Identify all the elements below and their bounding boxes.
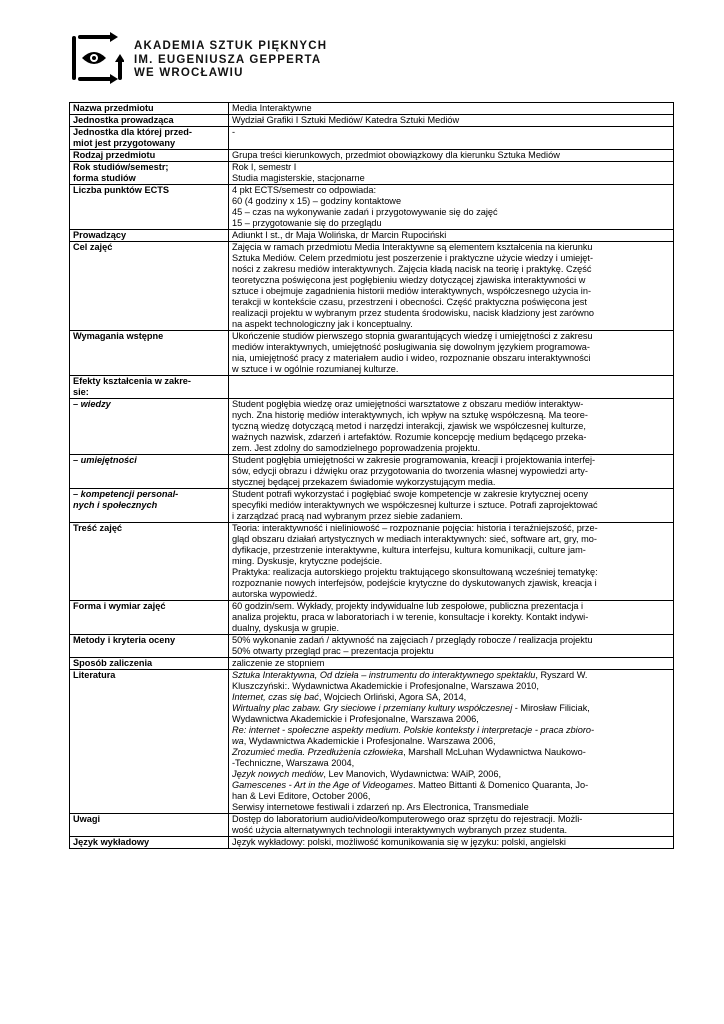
value-line: w sztuce i w ogólnie rozumianej kulturze.: [232, 364, 399, 374]
value-line: 15 – przygotowanie się do przeglądu: [232, 218, 382, 228]
value-line: -: [232, 127, 236, 137]
table-row: [70, 658, 674, 670]
literature-text: . Matteo Bittanti & Domenico Quaranta, Jo-: [412, 780, 589, 790]
value-line: Media Interaktywne: [232, 103, 312, 113]
row-value: [229, 814, 674, 837]
row-value: [229, 489, 674, 523]
table-row: [70, 489, 674, 523]
table-row: [70, 455, 674, 489]
row-value: [229, 658, 674, 670]
literature-text: , Ryszard W.: [535, 670, 588, 680]
row-label: [70, 489, 229, 523]
row-value: [229, 242, 674, 331]
value-line: tyczną wiedzę dotyczącą metod i narzędzi interakcji, zjawisk we współczesnej kulturze,: [232, 421, 586, 431]
value-line: Studia magisterskie, stacjonarne: [232, 173, 365, 183]
row-value: [229, 150, 674, 162]
row-label: [70, 242, 229, 331]
row-label: [70, 150, 229, 162]
row-label: [70, 162, 229, 185]
row-value: [229, 635, 674, 658]
value-line: ności z zakresu mediów interaktywnych. Zajęcia kładą nacisk na teorię i praktykę. Część: [232, 264, 592, 274]
row-label: [70, 658, 229, 670]
row-label: [70, 635, 229, 658]
table-row: [70, 242, 674, 331]
row-value: [229, 162, 674, 185]
table-row: [70, 115, 674, 127]
value-line: nych. Zna historię mediów interaktywnych, ich wpływ na sztukę współczesną. Ma teore-: [232, 410, 588, 420]
row-value: [229, 103, 674, 115]
row-value: [229, 331, 674, 376]
table-row: [70, 230, 674, 242]
literature-title: Gamescenes - Art in the Age of Videogames: [232, 780, 413, 790]
value-line: Student potrafi wykorzystać i pogłębiać swoje kompetencje w zakresie krytycznej oceny: [232, 489, 588, 499]
row-label-text: Cel zajęć: [73, 242, 113, 252]
row-value: [229, 230, 674, 242]
institution-name: [134, 40, 327, 81]
value-line: 60 godzin/sem. Wykłady, projekty indywidualne lub zespołowe, publiczna prezentacja i: [232, 601, 584, 611]
value-line: [232, 376, 670, 387]
value-line: analiza projektu, praca w laboratoriach i w terenie, konsultacje i korekty. Kontakt indywi-: [232, 612, 589, 622]
value-line: Zajęcia w ramach przedmiotu Media Interaktywne są elementem kształcenia na kierunku: [232, 242, 593, 252]
value-line: Student pogłębia wiedzę oraz umiejętności warsztatowe z obszaru mediów interaktyw-: [232, 399, 584, 409]
literature-text: , Lev Manovich, Wydawnictwa: WAiP, 2006,: [323, 769, 502, 779]
table-row: [70, 185, 674, 230]
value-line: sów, edycji obrazu i dźwięku oraz przygotowania do tworzenia własnej wypowiedzi arty-: [232, 466, 588, 476]
literature-line: [232, 725, 670, 736]
syllabus-table-body: [70, 103, 674, 849]
row-label-text: Efekty kształcenia w zakre- sie:: [73, 376, 191, 397]
row-label-text: Rodzaj przedmiotu: [73, 150, 156, 160]
row-label: [70, 670, 229, 814]
literature-text: , Marshall McLuhan Wydawnictwa Naukowo-: [403, 747, 586, 757]
value-line: Wydział Grafiki I Sztuki Mediów/ Katedra Sztuki Mediów: [232, 115, 460, 125]
literature-line: [232, 747, 670, 758]
row-label-text: Jednostka prowadząca: [73, 115, 174, 125]
value-line: rozpoznanie nowych interfejsów, podejście krytyczne do dyskutowanych zjawisk, kreacja i: [232, 578, 597, 588]
value-line: ming. Dyskusje, krytyczne podejście.: [232, 556, 383, 566]
value-line: Adiunkt I st., dr Maja Wolińska, dr Marcin Rupociński: [232, 230, 447, 240]
literature-line: [232, 714, 670, 725]
literature-text: Serwisy internetowe festiwali i zdarzeń np. Ars Electronica, Transmediale: [232, 802, 529, 812]
literature-line: [232, 780, 670, 791]
value-line: realizacji projektu w wybranym przez studenta środowisku, nacisk kładziony jest zarówno: [232, 308, 595, 318]
literature-line: [232, 703, 670, 714]
literature-text: Kluszczyński:. Wydawnictwa Akademickie i Profesjonalne, Warszawa 2010,: [232, 681, 539, 691]
value-line: Sztuka Mediów. Celem przedmiotu jest poszerzenie i praktyczne użycie wiedzy i umiejęt-: [232, 253, 594, 263]
row-label: [70, 103, 229, 115]
literature-title: Re: internet - społeczne aspekty medium. Polskie konteksty i interpretacje - praca zbioro-: [232, 725, 595, 735]
literature-title: wa: [232, 736, 244, 746]
row-value: [229, 115, 674, 127]
value-line: Ukończenie studiów pierwszego stopnia gwarantujących wiedzę i umiejętności z zakresu: [232, 331, 593, 341]
value-line: 50% otwarty przegląd prac – prezentacja projektu: [232, 646, 434, 656]
value-line: specyfiki mediów interaktywnych we współczesnej kulturze i sztuce. Potrafi zaprojektować: [232, 500, 598, 510]
table-row: [70, 376, 674, 399]
row-label: [70, 814, 229, 837]
row-label: [70, 455, 229, 489]
value-line: stycznej będącej przekazem świadomie wykorzystującym media.: [232, 477, 496, 487]
row-label: [70, 185, 229, 230]
value-line: autorska wypowiedź.: [232, 589, 318, 599]
row-label-text: Jednostka dla której przed- miot jest przygotowany: [73, 127, 192, 148]
syllabus-table: [69, 102, 674, 849]
value-line: ważnych nazwisk, zdarzeń i artefaktów. Rozumie koncepcję medium będącego przeka-: [232, 432, 587, 442]
value-line: 4 pkt ECTS/semestr co odpowiada:: [232, 185, 377, 195]
literature-line: [232, 736, 670, 747]
row-value: [229, 455, 674, 489]
value-line: na aspekt technologiczny jak i konceptualny.: [232, 319, 413, 329]
row-label: [70, 115, 229, 127]
table-row: [70, 601, 674, 635]
literature-line: [232, 692, 670, 703]
literature-text: -Techniczne, Warszawa 2004,: [232, 758, 355, 768]
value-line: Praktyka: realizacja autorskiego projektu traktującego skonsultowaną wcześniej tematykę:: [232, 567, 598, 577]
value-line: Teoria: interaktywność i nieliniowość – rozpoznanie pojęcia: historia i teraźniejszość, prze-: [232, 523, 598, 533]
row-label-text: – kompetencji personal- nych i społecznych: [73, 489, 179, 510]
literature-title: Internet, czas się bać: [232, 692, 319, 702]
header: [70, 32, 470, 84]
row-label-text: Nazwa przedmiotu: [73, 103, 154, 113]
table-row: [70, 162, 674, 185]
table-row: [70, 670, 674, 814]
row-label: [70, 331, 229, 376]
value-line: 45 – czas na wykonywanie zadań i przygotowywanie się do zajęć: [232, 207, 498, 217]
value-line: zem. Jest zdolny do samodzielnego poprowadzenia projektu.: [232, 443, 481, 453]
value-line: dualny, dyskusja w grupie.: [232, 623, 340, 633]
literature-line: [232, 769, 670, 780]
row-value: [229, 837, 674, 849]
value-line: Student pogłębia umiejętności w zakresie programowania, kreacji i projektowania interfej-: [232, 455, 596, 465]
value-line: 50% wykonanie zadań / aktywność na zajęciach / przeglądy robocze / realizacja projektu: [232, 635, 593, 645]
table-row: [70, 150, 674, 162]
value-line: 60 (4 godziny x 15) – godziny kontaktowe: [232, 196, 402, 206]
table-row: [70, 635, 674, 658]
row-value: [229, 601, 674, 635]
value-line: wość użycia alternatywnych technologii interaktywnych wybranych przez studenta.: [232, 825, 567, 835]
literature-text: , Wydawnictwa Akademickie i Profesjonalne. Warszawa 2006,: [243, 736, 496, 746]
row-label-text: Forma i wymiar zajęć: [73, 601, 166, 611]
table-row: [70, 814, 674, 837]
value-line: Język wykładowy: polski, możliwość komunikowania się w języku: polski, angielski: [232, 837, 566, 847]
table-row: [70, 103, 674, 115]
row-value: [229, 185, 674, 230]
value-line: teoretyczna poświęcona jest pogłębieniu wiedzy dotyczącej zjawiska interaktywności w: [232, 275, 586, 285]
row-label-text: Sposób zaliczenia: [73, 658, 153, 668]
row-label-text: Liczba punktów ECTS: [73, 185, 169, 195]
table-row: [70, 127, 674, 150]
row-label: [70, 837, 229, 849]
row-value: [229, 523, 674, 601]
literature-title: Zrozumieć media. Przedłużenia człowieka: [232, 747, 404, 757]
row-label: [70, 399, 229, 455]
row-label-text: – umiejętności: [73, 455, 137, 465]
literature-line: [232, 670, 670, 681]
value-line: nia, umiejętność pracy z materiałem audio i wideo, rozpoznanie obszaru interaktywności: [232, 353, 591, 363]
row-label: [70, 601, 229, 635]
row-label-text: Prowadzący: [73, 230, 127, 240]
value-line: sztuce i obejmuje zagadnienia historii mediów interaktywnych, współczesnego użycia in-: [232, 286, 591, 296]
row-label-text: Literatura: [73, 670, 116, 680]
value-line: Grupa treści kierunkowych, przedmiot obowiązkowy dla kierunku Sztuka Mediów: [232, 150, 560, 160]
row-value: [229, 376, 674, 399]
row-label-text: – wiedzy: [73, 399, 111, 409]
value-line: Dostęp do laboratorium audio/video/komputerowego oraz sprzętu do rejestracji. Możli-: [232, 814, 583, 824]
literature-text: - Mirosław Filiciak,: [512, 703, 590, 713]
literature-title: Wirtualny plac zabaw. Gry sieciowe i przemiany kultury współczesnej: [232, 703, 513, 713]
literature-title: Sztuka Interaktywna, Od dzieła – instrumentu do interaktywnego spektaklu: [232, 670, 536, 680]
row-value: [229, 399, 674, 455]
row-label: [70, 523, 229, 601]
row-label: [70, 230, 229, 242]
value-line: zaliczenie ze stopniem: [232, 658, 325, 668]
row-value: [229, 127, 674, 150]
row-label-text: Język wykładowy: [73, 837, 150, 847]
table-row: [70, 837, 674, 849]
row-label-text: Wymagania wstępne: [73, 331, 164, 341]
table-row: [70, 331, 674, 376]
literature-text: , Wojciech Orliński, Agora SA, 2014,: [318, 692, 467, 702]
row-label: [70, 127, 229, 150]
row-label-text: Uwagi: [73, 814, 101, 824]
row-label: [70, 376, 229, 399]
value-line: terakcji w kontekście czasu, przestrzeni i obecności. Część praktyczna poświęcona jest: [232, 297, 587, 307]
literature-line: [232, 791, 670, 802]
row-label-text: Treść zajęć: [73, 523, 123, 533]
value-line: mediów interaktywnych, umiejętność posługiwania się dowolnym językiem programowa-: [232, 342, 590, 352]
institution-line: WE WROCŁAWIU: [134, 67, 244, 79]
asp-eye-arrows-logo-icon: [70, 32, 124, 84]
value-line: i zarządzać pracą nad wybranym przez siebie zadaniem.: [232, 511, 463, 521]
literature-line: [232, 681, 670, 692]
literature-text: Wydawnictwa Akademickie i Profesjonalne, Warszawa 2006,: [232, 714, 479, 724]
literature-text: han & Levi Editore, October 2006,: [232, 791, 371, 801]
row-label-text: Metody i kryteria oceny: [73, 635, 176, 645]
table-row: [70, 523, 674, 601]
value-line: Rok I, semestr I: [232, 162, 297, 172]
literature-title: Język nowych mediów: [232, 769, 324, 779]
institution-line: IM. EUGENIUSZA GEPPERTA: [134, 53, 322, 66]
value-line: dyfikacje, przestrzenie interaktywne, kultura interfejsu, kultura komunikacji, culture jam-: [232, 545, 586, 555]
literature-line: [232, 802, 670, 813]
row-label-text: Rok studiów/semestr; forma studiów: [73, 162, 169, 183]
institution-line: AKADEMIA SZTUK PIĘKNYCH: [134, 40, 328, 52]
table-row: [70, 399, 674, 455]
value-line: gląd obszaru działań artystycznych w mediach interaktywnych: sieć, software art, gry, mo-: [232, 534, 597, 544]
literature-line: [232, 758, 670, 769]
row-value: [229, 670, 674, 814]
